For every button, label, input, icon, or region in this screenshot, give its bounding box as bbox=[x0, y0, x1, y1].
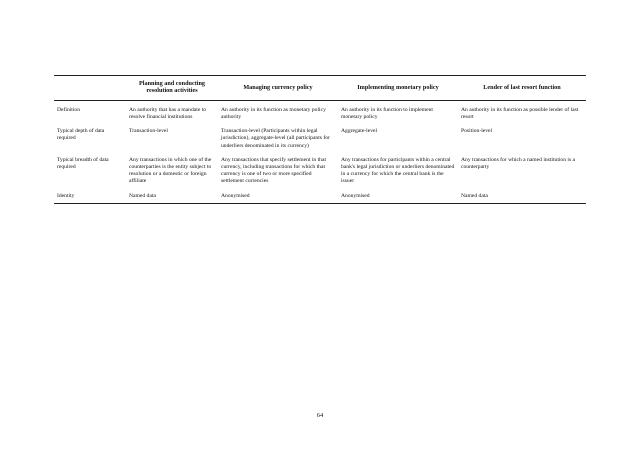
table-cell: Named data bbox=[126, 189, 218, 204]
table-cell: Position-level bbox=[461, 128, 493, 135]
table-cell: Aggregate-level bbox=[341, 128, 378, 135]
table-cell: Any transactions for which a named institution is a counterparty bbox=[461, 156, 576, 171]
authority-data-requirements-table bbox=[54, 75, 586, 204]
row-label: Definition bbox=[57, 106, 80, 113]
row-label: Typical depth of data required bbox=[57, 128, 105, 142]
header-cell-lender-of-last-resort: Lender of last resort function bbox=[458, 76, 586, 101]
table-row-breadth bbox=[54, 153, 586, 189]
table-cell: Anonymised bbox=[338, 189, 458, 204]
table-row-identity bbox=[54, 189, 586, 204]
page-number: 64 bbox=[316, 412, 324, 419]
table-cell: Transaction-level bbox=[129, 128, 168, 135]
table-cell: Anonymised bbox=[218, 189, 338, 204]
table-cell: An authority in its function as possible lender of last resort bbox=[461, 106, 579, 121]
table-cell: Any transactions for participants within a central bank's legal jurisdiction or underliers denominated in a currency for which the central bank is the issuer bbox=[341, 156, 455, 185]
table-cell: An authority in its function to implement monetary policy bbox=[341, 106, 433, 121]
table-header-row bbox=[54, 76, 586, 101]
table-cell: Any transactions in which one of the counterparties is the entity subject to resolution or a domestic or foreign affiliate bbox=[129, 156, 212, 185]
header-cell-row-labels bbox=[54, 76, 126, 101]
table-cell: Any transactions that specify settlement in that currency, including transactions for which that currency is one of two or more specified settlement currencies bbox=[221, 156, 327, 185]
table-cell: An authority that has a mandate to resolve financial institutions bbox=[129, 106, 207, 121]
table-cell: An authority in its function as monetary policy authority bbox=[221, 106, 326, 121]
header-cell-resolution: Planning and conducting resolution activities bbox=[126, 76, 218, 101]
header-cell-currency-policy: Managing currency policy bbox=[218, 76, 338, 101]
table-cell: Named data bbox=[458, 189, 586, 204]
row-label: Typical breadth of data required bbox=[57, 156, 109, 171]
table-row-depth bbox=[54, 124, 586, 153]
row-label: Identity bbox=[54, 189, 126, 204]
table-cell: Transaction-level (Participants within legal jurisdiction), aggregate-level (all participants for underliers denominated in its currency) bbox=[221, 128, 330, 149]
table-row-definition bbox=[54, 100, 586, 124]
header-cell-monetary-policy: Implementing monetary policy bbox=[338, 76, 458, 101]
